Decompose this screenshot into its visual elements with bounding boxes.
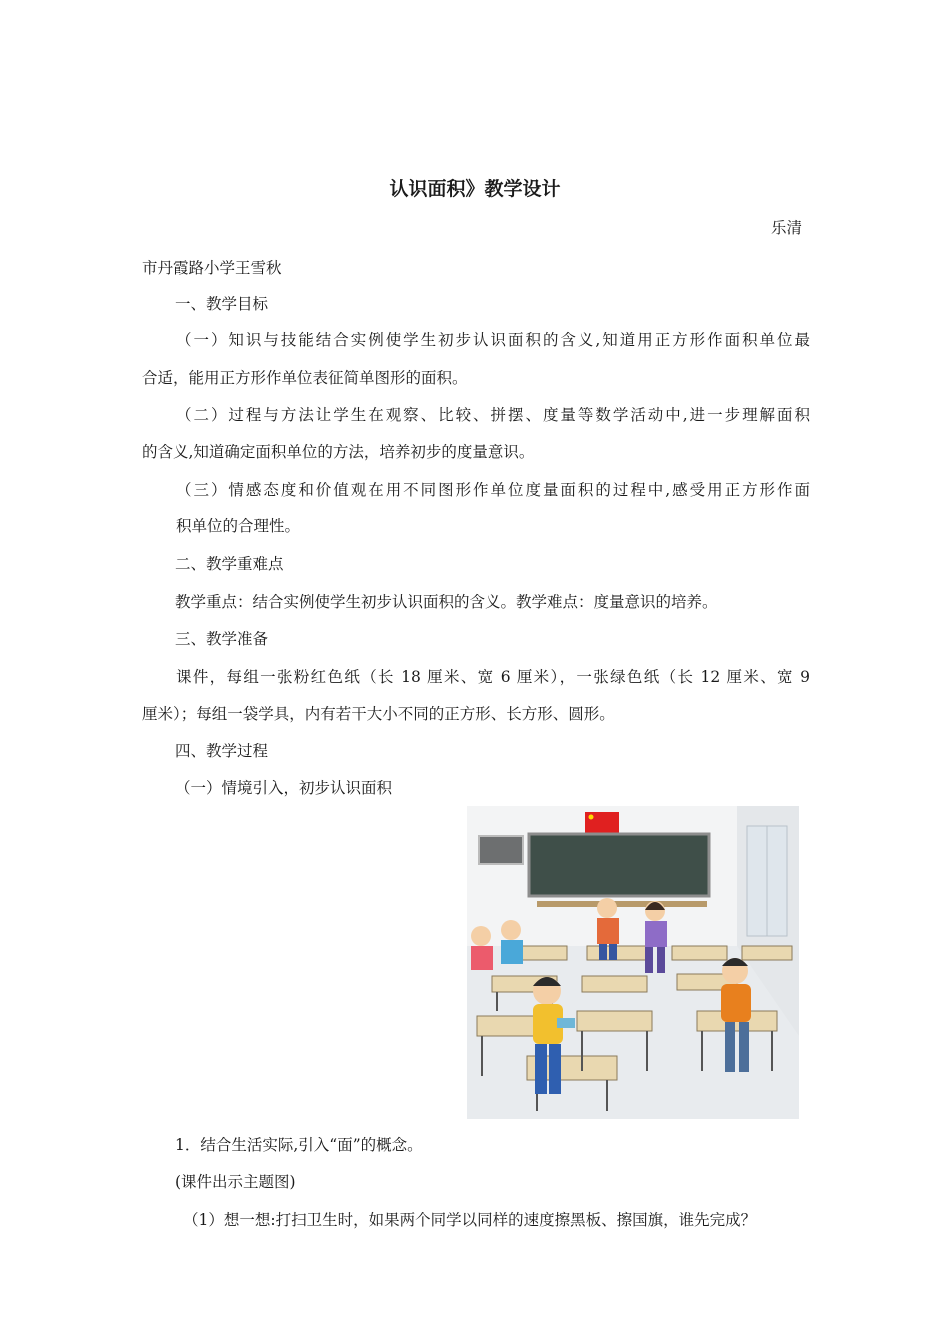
location-label: 乐清: [771, 219, 803, 237]
prep-text-1: 课件，每组一张粉红色纸（长 18 厘米、宽 6 厘米），一张绿色纸（长 12 厘米、宽 9: [176, 668, 810, 686]
goal2-text-1: （二）过程与方法让学生在观察、比较、拼摆、度量等数学活动中,进一步理解面积: [176, 406, 810, 424]
process-subheading-1: （一）情境引入，初步认识面积: [175, 779, 393, 797]
classroom-illustration: [467, 806, 799, 1119]
section-heading-goals: 一、教学目标: [175, 295, 269, 313]
key-points-text: 教学重点：结合实例使学生初步认识面积的含义。教学难点：度量意识的培养。: [175, 593, 718, 611]
section-heading-process: 四、教学过程: [175, 742, 269, 760]
goal3-line1: [142, 480, 810, 500]
goal1-line2: 合适，能用正方形作单位表征简单图形的面积。: [142, 369, 468, 387]
step1-note: (课件出示主题图): [175, 1173, 296, 1191]
school-author: 市丹霞路小学王雪秋: [142, 259, 282, 277]
section-heading-key: 二、教学重难点: [175, 555, 284, 573]
step1-question1: （1）想一想:打扫卫生时，如果两个同学以同样的速度擦黑板、擦国旗，谁先完成？: [183, 1211, 757, 1229]
document-title: 认识面积》教学设计: [389, 178, 561, 200]
goal2-line1: [142, 405, 810, 425]
goal2-line2: 的含义,知道确定面积单位的方法，培养初步的度量意识。: [142, 443, 535, 461]
goal3-text-1: （三）情感态度和价值观在用不同图形作单位度量面积的过程中,感受用正方形作面: [176, 481, 810, 499]
blackboard: [529, 834, 709, 896]
goal3-line2: 积单位的合理性。: [176, 517, 301, 535]
prep-line1: [142, 667, 810, 687]
goal1-text-1: （一）知识与技能结合实例使学生初步认识面积的含义,知道用正方形作面积单位最: [176, 331, 810, 349]
goal1-line1: [142, 330, 810, 350]
section-heading-prep: 三、教学准备: [175, 630, 269, 648]
prep-line2: 厘米）；每组一袋学具，内有若干大小不同的正方形、长方形、圆形。: [142, 705, 615, 723]
step1-text: 1．结合生活实际,引入“面”的概念。: [175, 1136, 423, 1154]
